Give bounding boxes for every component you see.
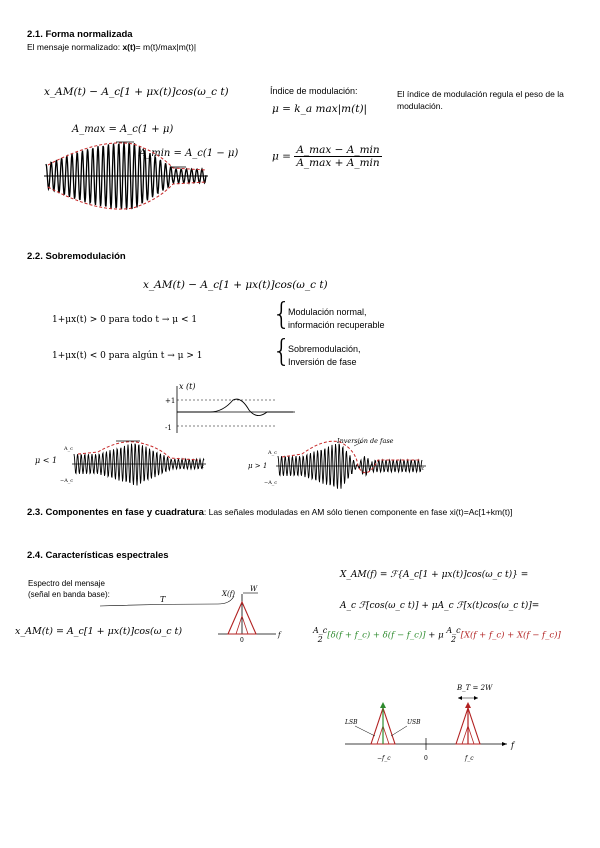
condition-1-desc-line1: Modulación normal, <box>288 307 367 317</box>
brace-2: { <box>272 334 292 369</box>
bt-label: B_T = 2W <box>457 684 493 692</box>
usb-label: USB <box>407 719 421 726</box>
overmod-waveform-figure <box>262 432 430 494</box>
upper-inner-2 <box>468 726 474 744</box>
section-2-1-intro <box>27 42 196 52</box>
eq-xamf-2: A_c ℱ[cos(ω_c t)] + μA_c ℱ[x(t)cos(ω_c t)]= <box>340 601 540 611</box>
am-waveform-figure <box>38 130 210 212</box>
bt-arrow-left <box>458 696 462 700</box>
eq-xamf-3 <box>313 626 561 644</box>
lower-inner-2 <box>383 726 389 744</box>
section-2-2-heading: 2.2. Sobremodulación <box>27 251 126 262</box>
lower-inner-1 <box>377 726 383 744</box>
w-label: W <box>250 585 258 593</box>
section-2-3-heading: 2.3. Componentes en fase y cuadratura <box>27 507 204 518</box>
undermod-waveform-figure <box>58 432 208 492</box>
xf-label: X(f) <box>222 590 236 598</box>
mu-eq-2-lhs: μ = <box>272 150 291 163</box>
undermod-waveform <box>74 444 204 486</box>
mod-index-note: El índice de modulación regula el peso de la modulación. <box>397 89 564 111</box>
ac-over-2-b <box>446 626 460 644</box>
section-2-1-heading: 2.1. Forma normalizada <box>27 29 133 40</box>
lsb-pointer <box>355 726 375 736</box>
delta-term: [δ(f + f_c) + δ(f − f_c)] <box>327 630 426 641</box>
intro-suffix: = m(t)/max|m(t)| <box>135 42 197 52</box>
condition-2-desc-line2: Inversión de fase <box>288 357 357 367</box>
spectrum-zero-label: 0 <box>424 755 428 762</box>
mu-eq-1: μ = k_a max|m(t)| <box>272 103 368 115</box>
mu-eq-2 <box>272 144 382 169</box>
plus-mu: + μ <box>425 630 447 641</box>
ac-label-2: A_c <box>268 450 277 456</box>
ac-over-2-b-den: 2 <box>450 635 457 644</box>
eq-xam-2-1: x_AM(t) − A_c[1 + μx(t)]cos(ω_c t) <box>44 86 229 98</box>
neg-ac-label-2: −A_c <box>264 480 278 486</box>
mu-fraction-num: A_max − A_min <box>296 144 380 156</box>
intro-prefix: El mensaje normalizado: <box>27 42 123 52</box>
pointer-line <box>100 596 234 606</box>
t-label-2: t <box>422 466 425 472</box>
brace-1: { <box>272 297 292 332</box>
usb-pointer <box>391 726 407 736</box>
condition-1-desc-line2: información recuperable <box>288 320 385 330</box>
mu-lt-1-label: μ < 1 <box>35 456 58 465</box>
f-label: f <box>278 631 281 639</box>
t-label-1: t <box>202 464 205 470</box>
bt-arrow-right <box>474 696 478 700</box>
phase-pointer <box>354 442 362 446</box>
am-spectrum-figure <box>335 680 535 766</box>
spectrum-label <box>28 578 110 600</box>
spectrum-inner-2 <box>242 616 248 634</box>
spectrum-label-line1: Espectro del mensaje <box>28 579 105 588</box>
spectrum-inner-1 <box>236 616 242 634</box>
carrier-oscillation <box>74 444 204 486</box>
eq-xam-2-4: x_AM(t) = A_c[1 + μx(t)]cos(ω_c t) <box>15 626 183 637</box>
spectrum-f-arrowhead <box>502 742 507 746</box>
upper-carrier-arrowhead <box>465 702 471 708</box>
condition-2-desc <box>288 343 361 369</box>
pointer-t: T <box>160 595 166 604</box>
lower-carrier-arrowhead <box>380 702 386 708</box>
zero-label: 0 <box>240 637 244 644</box>
neg-ac-label-1: −A_c <box>60 478 74 484</box>
spectrum-label-line2: (señal en banda base): <box>28 590 110 599</box>
intro-bold: x(t) <box>122 42 136 52</box>
lsb-label: LSB <box>345 719 358 726</box>
plus-one-label: +1 <box>165 397 176 405</box>
ac-over-2-a <box>313 626 327 644</box>
eq-xamf-1: X_AM(f) = ℱ{A_c[1 + μx(t)]cos(ω_c t)} = <box>340 570 529 580</box>
message-signal-plot <box>165 378 297 434</box>
upper-inner-1 <box>462 726 468 744</box>
neg-fc-label: −f_c <box>377 755 391 762</box>
mu-fraction <box>294 144 381 169</box>
spectrum-f-label: f <box>511 741 514 750</box>
amin-label: A_min = A_c(1 − μ) <box>139 148 239 159</box>
condition-1-desc <box>288 306 385 332</box>
section-2-4-heading: 2.4. Características espectrales <box>27 550 169 561</box>
section-2-3-text: : Las señales moduladas en AM sólo tienen componente en fase xi(t)=Ac[1+km(t)] <box>203 507 513 517</box>
phase-inversion-label: Inversión de fase <box>337 437 394 445</box>
ac-over-2-b-num: A_c <box>446 626 461 635</box>
xt-curve <box>177 399 293 415</box>
mu-fraction-den: A_max + A_min <box>296 157 380 169</box>
xt-label: x (t) <box>179 382 196 391</box>
condition-2: 1+μx(t) < 0 para algún t → μ > 1 <box>52 351 203 361</box>
condition-2-desc-line1: Sobremodulación, <box>288 344 361 354</box>
section-2-3 <box>27 506 577 519</box>
amax-label: A_max = A_c(1 + μ) <box>72 124 174 135</box>
mu-gt-1-label: μ > 1 <box>248 462 268 470</box>
x-shift-term: [X(f + f_c) + X(f − f_c)] <box>460 630 561 641</box>
ac-over-2-a-den: 2 <box>317 635 323 644</box>
fc-label: f_c <box>465 755 474 762</box>
mod-index-label: Índice de modulación: <box>270 86 358 96</box>
condition-1: 1+μx(t) > 0 para todo t → μ < 1 <box>52 315 198 325</box>
eq-xam-2-2: x_AM(t) − A_c[1 + μx(t)]cos(ω_c t) <box>143 279 328 291</box>
ac-label-1: A_c <box>64 446 73 452</box>
ac-over-2-a-num: A_c <box>313 626 328 635</box>
minus-one-label: -1 <box>165 424 172 432</box>
